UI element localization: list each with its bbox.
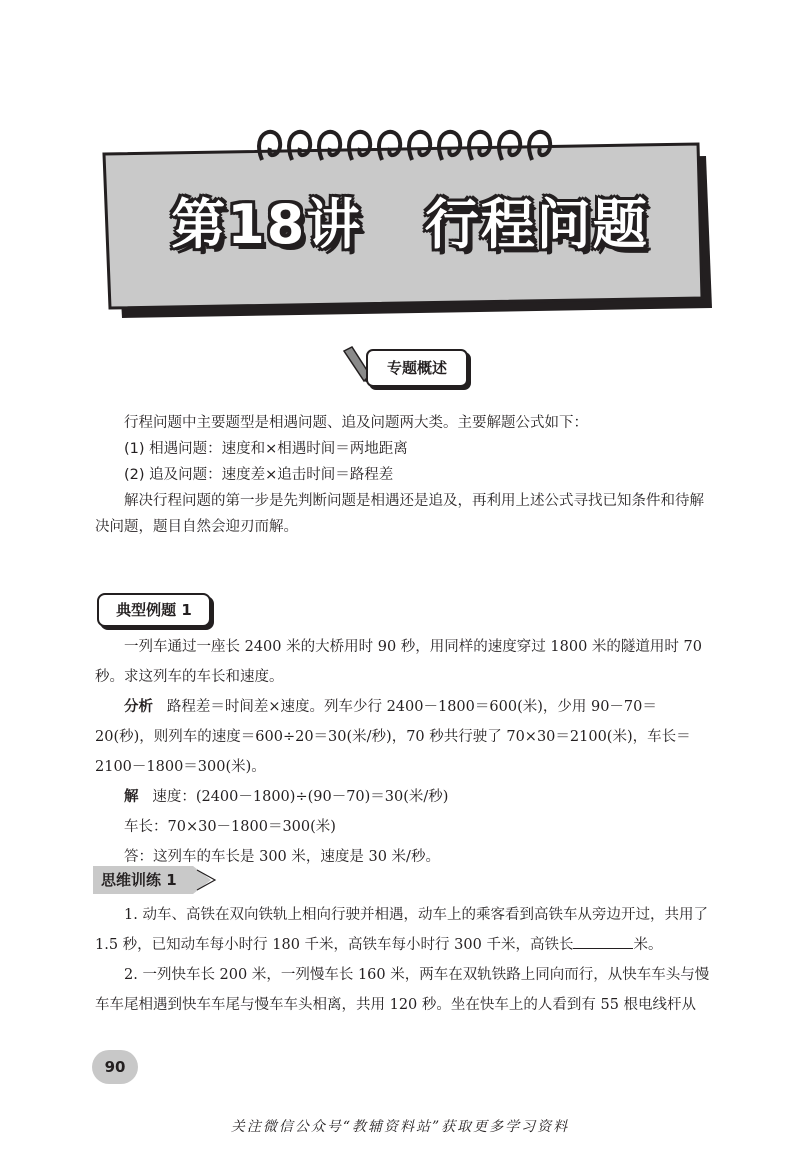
analysis-text: 路程差＝时间差×速度。列车少行 2400－1800＝600(米)，少用 90－70＝20(秒)，则列车的速度＝600÷20＝30(米/秒)，70 秒共行驶了 70×30＝2100(米)，车长＝2100－1800＝300(米)。 (95, 699, 691, 775)
overview-formula-1: (1) 相遇问题：速度和×相遇时间＝两地距离 (124, 441, 408, 457)
training-question-1 (95, 900, 715, 960)
example-answer: 答：这列车的车长是 300 米，速度是 30 米/秒。 (124, 849, 440, 865)
overview-text (95, 410, 715, 540)
example-section-tag: 典型例题 1 (97, 593, 211, 627)
training-tag-label: 思维训练 1 (101, 871, 177, 889)
page-number: 90 (92, 1050, 138, 1084)
training-q1-unit: 米。 (633, 937, 663, 953)
overview-formula-2: (2) 追及问题：速度差×追击时间＝路程差 (124, 467, 394, 483)
solution-label: 解 (124, 788, 139, 805)
overview-section-tag (340, 345, 470, 387)
overview-summary: 解决行程问题的第一步是先判断问题是相遇还是追及，再利用上述公式寻找已知条件和待解决问题，题目自然会迎刃而解。 (95, 493, 704, 535)
analysis-label: 分析 (124, 698, 153, 715)
example-question: 一列车通过一座长 2400 米的大桥用时 90 秒，用同样的速度穿过 1800 米的隧道用时 70 秒。求这列车的车长和速度。 (95, 639, 702, 685)
solution-speed-text: 速度：(2400－1800)÷(90－70)＝30(米/秒) (152, 789, 449, 805)
chapter-title: 第18讲 行程问题 (171, 193, 649, 256)
answer-blank[interactable] (573, 934, 633, 949)
example-analysis (95, 692, 715, 782)
training-q1-text: 1. 动车、高铁在双向铁轨上相向行驶并相遇，动车上的乘客看到高铁车从旁边开过，共用了1.5 秒，已知动车每小时行 180 千米，高铁车每小时行 300 千米，高铁长 (95, 907, 708, 953)
chapter-banner (100, 120, 720, 320)
overview-tag-label: 专题概述 (386, 359, 447, 377)
example-text (95, 632, 715, 872)
overview-intro: 行程问题中主要题型是相遇问题、追及问题两大类。主要解题公式如下： (124, 415, 588, 431)
training-question-2: 2. 一列快车长 200 米，一列慢车长 160 米，两车在双轨铁路上同向而行，从快车车头与慢车车尾相遇到快车车尾与慢车车头相离，共用 120 秒。坐在快车上的人看到有 55 根电线杆从 (95, 967, 710, 1013)
training-text (95, 900, 715, 1020)
footer-note: 关注微信公众号“教辅资料站”获取更多学习资料 (230, 1119, 570, 1135)
example-solution-length: 车长：70×30－1800＝300(米) (124, 819, 336, 835)
training-section-tag (93, 866, 223, 894)
example-solution-speed (95, 782, 715, 812)
